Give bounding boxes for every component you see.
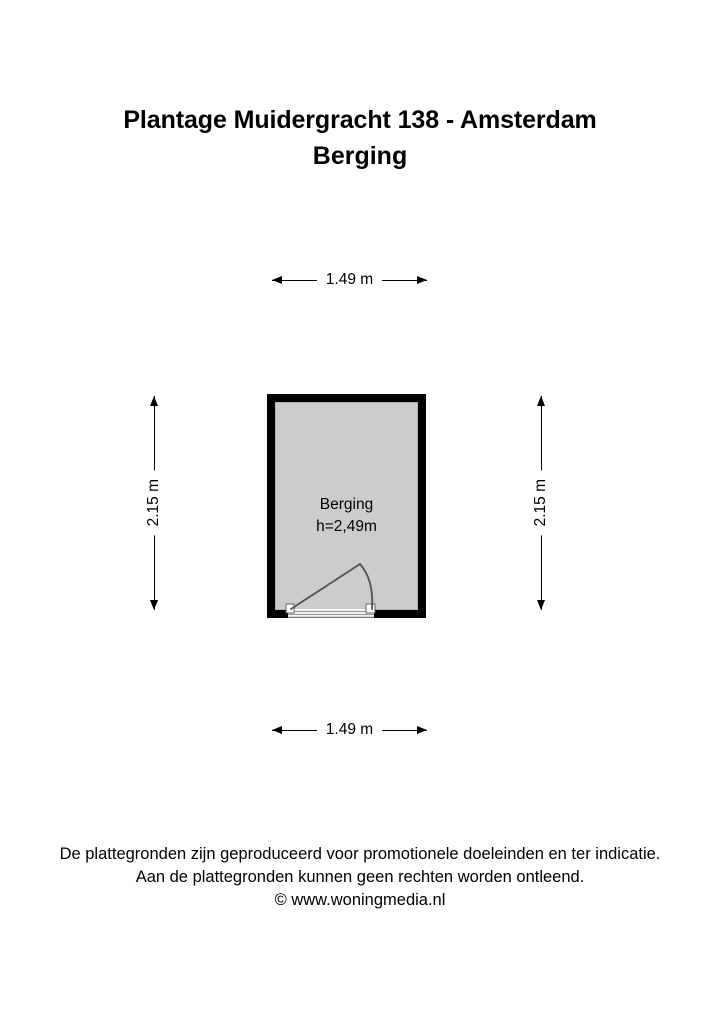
room-label-group (267, 494, 426, 537)
dimension-bottom-width (272, 720, 427, 740)
door-jamb-right (366, 604, 375, 613)
title-subtitle: Berging (312, 142, 408, 170)
room-name: Berging (319, 496, 374, 513)
title-address: Plantage Muidergracht 138 - Amsterdam (123, 106, 597, 134)
dimension-top-label: 1.49 m (317, 271, 382, 289)
disclaimer-line-1: De plattegronden zijn geproduceerd voor promotionele doeleinden en ter indicatie. (59, 845, 661, 863)
disclaimer-line-2: Aan de plattegronden kunnen geen rechten worden ontleend. (135, 868, 585, 886)
footer-disclaimer (0, 843, 720, 912)
dimension-bottom-label: 1.49 m (317, 721, 382, 739)
door-opening (288, 609, 374, 618)
dimension-left-label: 2.15 m (145, 470, 163, 535)
arrow-left-icon (272, 726, 282, 734)
dimension-right-label: 2.15 m (532, 470, 550, 535)
arrow-right-icon (417, 726, 427, 734)
room-ceiling-height: h=2,49m (316, 517, 377, 535)
copyright-line: © www.woningmedia.nl (274, 891, 446, 909)
